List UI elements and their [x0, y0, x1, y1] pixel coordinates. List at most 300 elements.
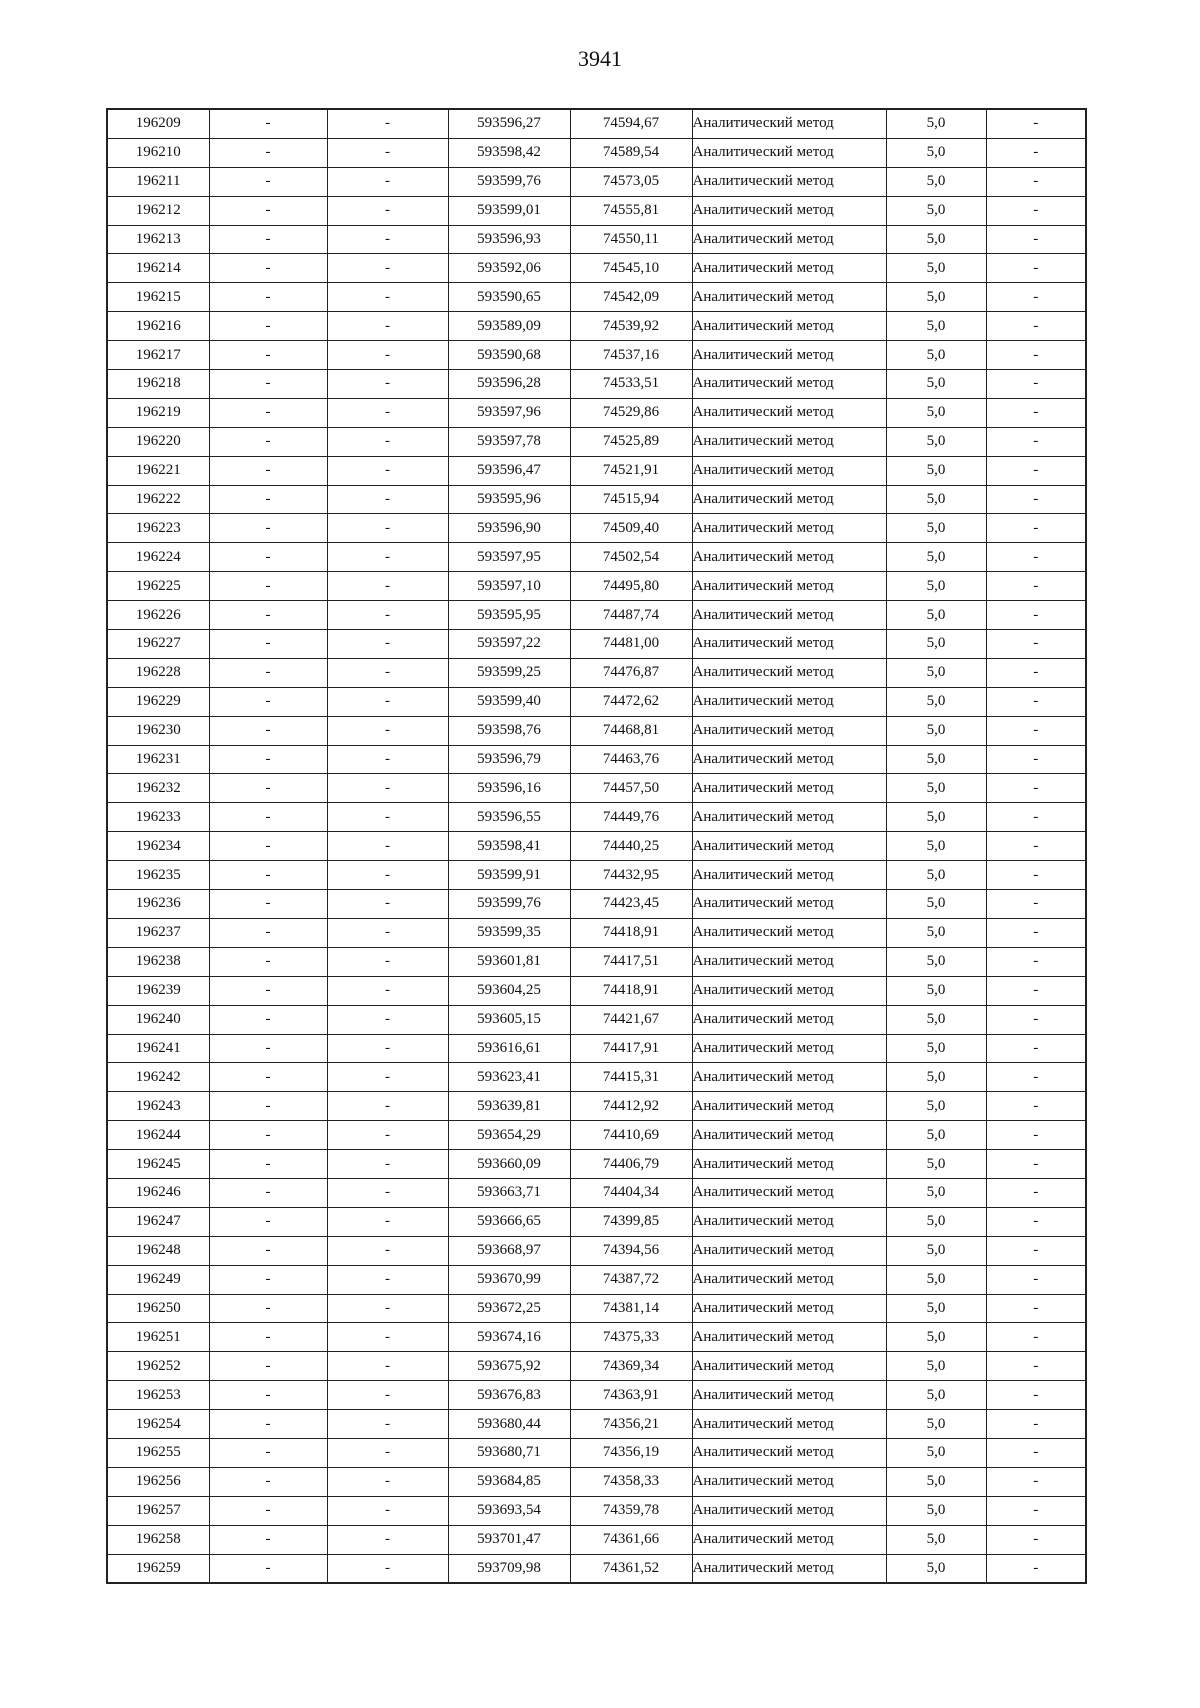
point-number-cell: 196244 [107, 1121, 209, 1150]
dash-cell: - [986, 947, 1086, 976]
point-number-cell: 196224 [107, 543, 209, 572]
y-coordinate-cell: 74361,52 [570, 1554, 692, 1583]
dash-cell: - [327, 370, 448, 399]
dash-cell: - [209, 514, 327, 543]
dash-cell: - [986, 1438, 1086, 1467]
x-coordinate-cell: 593672,25 [448, 1294, 570, 1323]
method-cell: Аналитический метод [692, 832, 886, 861]
point-number-cell: 196230 [107, 716, 209, 745]
table-row [107, 658, 1086, 687]
method-cell: Аналитический метод [692, 109, 886, 138]
table-row [107, 485, 1086, 514]
point-number-cell: 196222 [107, 485, 209, 514]
accuracy-cell: 5,0 [886, 1554, 986, 1583]
y-coordinate-cell: 74449,76 [570, 803, 692, 832]
dash-cell: - [986, 427, 1086, 456]
dash-cell: - [209, 572, 327, 601]
dash-cell: - [327, 803, 448, 832]
accuracy-cell: 5,0 [886, 398, 986, 427]
x-coordinate-cell: 593599,01 [448, 196, 570, 225]
y-coordinate-cell: 74387,72 [570, 1265, 692, 1294]
dash-cell: - [986, 1381, 1086, 1410]
y-coordinate-cell: 74406,79 [570, 1150, 692, 1179]
y-coordinate-cell: 74509,40 [570, 514, 692, 543]
dash-cell: - [209, 774, 327, 803]
table-row [107, 109, 1086, 138]
point-number-cell: 196228 [107, 658, 209, 687]
y-coordinate-cell: 74417,51 [570, 947, 692, 976]
dash-cell: - [327, 1092, 448, 1121]
dash-cell: - [986, 687, 1086, 716]
accuracy-cell: 5,0 [886, 658, 986, 687]
dash-cell: - [209, 1178, 327, 1207]
dash-cell: - [209, 1438, 327, 1467]
dash-cell: - [209, 485, 327, 514]
x-coordinate-cell: 593693,54 [448, 1496, 570, 1525]
dash-cell: - [209, 745, 327, 774]
point-number-cell: 196216 [107, 312, 209, 341]
table-row [107, 1554, 1086, 1583]
dash-cell: - [209, 1323, 327, 1352]
x-coordinate-cell: 593596,47 [448, 456, 570, 485]
point-number-cell: 196249 [107, 1265, 209, 1294]
x-coordinate-cell: 593595,95 [448, 601, 570, 630]
dash-cell: - [327, 543, 448, 572]
page-number: 3941 [578, 46, 622, 71]
point-number-cell: 196231 [107, 745, 209, 774]
table-row [107, 196, 1086, 225]
dash-cell: - [209, 341, 327, 370]
dash-cell: - [986, 1352, 1086, 1381]
dash-cell: - [327, 1265, 448, 1294]
table-row [107, 1092, 1086, 1121]
table-row [107, 312, 1086, 341]
accuracy-cell: 5,0 [886, 572, 986, 601]
dash-cell: - [327, 1352, 448, 1381]
method-cell: Аналитический метод [692, 196, 886, 225]
y-coordinate-cell: 74415,31 [570, 1063, 692, 1092]
dash-cell: - [986, 370, 1086, 399]
method-cell: Аналитический метод [692, 1323, 886, 1352]
dash-cell: - [327, 485, 448, 514]
x-coordinate-cell: 593701,47 [448, 1525, 570, 1554]
y-coordinate-cell: 74525,89 [570, 427, 692, 456]
method-cell: Аналитический метод [692, 1207, 886, 1236]
dash-cell: - [327, 167, 448, 196]
x-coordinate-cell: 593598,42 [448, 138, 570, 167]
y-coordinate-cell: 74369,34 [570, 1352, 692, 1381]
accuracy-cell: 5,0 [886, 1063, 986, 1092]
table-row [107, 947, 1086, 976]
x-coordinate-cell: 593599,91 [448, 861, 570, 890]
point-number-cell: 196227 [107, 630, 209, 659]
dash-cell: - [327, 1178, 448, 1207]
table-row [107, 254, 1086, 283]
dash-cell: - [209, 1092, 327, 1121]
dash-cell: - [327, 1323, 448, 1352]
dash-cell: - [209, 283, 327, 312]
point-number-cell: 196215 [107, 283, 209, 312]
dash-cell: - [986, 398, 1086, 427]
x-coordinate-cell: 593604,25 [448, 976, 570, 1005]
y-coordinate-cell: 74399,85 [570, 1207, 692, 1236]
dash-cell: - [327, 196, 448, 225]
accuracy-cell: 5,0 [886, 1352, 986, 1381]
dash-cell: - [986, 1410, 1086, 1439]
y-coordinate-cell: 74410,69 [570, 1121, 692, 1150]
dash-cell: - [327, 1150, 448, 1179]
point-number-cell: 196235 [107, 861, 209, 890]
dash-cell: - [986, 1496, 1086, 1525]
method-cell: Аналитический метод [692, 803, 886, 832]
x-coordinate-cell: 593590,65 [448, 283, 570, 312]
y-coordinate-cell: 74421,67 [570, 1005, 692, 1034]
table-row [107, 427, 1086, 456]
accuracy-cell: 5,0 [886, 832, 986, 861]
table-row [107, 861, 1086, 890]
point-number-cell: 196218 [107, 370, 209, 399]
dash-cell: - [327, 947, 448, 976]
point-number-cell: 196220 [107, 427, 209, 456]
dash-cell: - [327, 1294, 448, 1323]
dash-cell: - [327, 427, 448, 456]
dash-cell: - [327, 1496, 448, 1525]
table-row [107, 890, 1086, 919]
method-cell: Аналитический метод [692, 1525, 886, 1554]
point-number-cell: 196256 [107, 1467, 209, 1496]
y-coordinate-cell: 74418,91 [570, 976, 692, 1005]
accuracy-cell: 5,0 [886, 254, 986, 283]
point-number-cell: 196232 [107, 774, 209, 803]
method-cell: Аналитический метод [692, 427, 886, 456]
point-number-cell: 196254 [107, 1410, 209, 1439]
dash-cell: - [986, 803, 1086, 832]
y-coordinate-cell: 74358,33 [570, 1467, 692, 1496]
method-cell: Аналитический метод [692, 1381, 886, 1410]
method-cell: Аналитический метод [692, 716, 886, 745]
dash-cell: - [986, 167, 1086, 196]
dash-cell: - [209, 1294, 327, 1323]
dash-cell: - [209, 109, 327, 138]
accuracy-cell: 5,0 [886, 1496, 986, 1525]
x-coordinate-cell: 593599,40 [448, 687, 570, 716]
y-coordinate-cell: 74361,66 [570, 1525, 692, 1554]
method-cell: Аналитический метод [692, 138, 886, 167]
dash-cell: - [209, 1034, 327, 1063]
x-coordinate-cell: 593596,16 [448, 774, 570, 803]
dash-cell: - [986, 745, 1086, 774]
x-coordinate-cell: 593663,71 [448, 1178, 570, 1207]
dash-cell: - [986, 572, 1086, 601]
method-cell: Аналитический метод [692, 630, 886, 659]
point-number-cell: 196240 [107, 1005, 209, 1034]
method-cell: Аналитический метод [692, 1092, 886, 1121]
accuracy-cell: 5,0 [886, 1410, 986, 1439]
table-row [107, 1410, 1086, 1439]
dash-cell: - [986, 1323, 1086, 1352]
table-row [107, 1150, 1086, 1179]
dash-cell: - [327, 918, 448, 947]
x-coordinate-cell: 593598,41 [448, 832, 570, 861]
dash-cell: - [327, 1554, 448, 1583]
dash-cell: - [327, 1381, 448, 1410]
table-row [107, 1294, 1086, 1323]
method-cell: Аналитический метод [692, 341, 886, 370]
x-coordinate-cell: 593680,44 [448, 1410, 570, 1439]
table-row [107, 456, 1086, 485]
table-row [107, 398, 1086, 427]
dash-cell: - [209, 1063, 327, 1092]
accuracy-cell: 5,0 [886, 601, 986, 630]
dash-cell: - [986, 832, 1086, 861]
table-row [107, 167, 1086, 196]
accuracy-cell: 5,0 [886, 1438, 986, 1467]
y-coordinate-cell: 74476,87 [570, 658, 692, 687]
dash-cell: - [209, 225, 327, 254]
dash-cell: - [327, 312, 448, 341]
method-cell: Аналитический метод [692, 485, 886, 514]
table-row [107, 976, 1086, 1005]
table-row [107, 1207, 1086, 1236]
y-coordinate-cell: 74545,10 [570, 254, 692, 283]
accuracy-cell: 5,0 [886, 918, 986, 947]
table-row [107, 601, 1086, 630]
table-row [107, 1381, 1086, 1410]
point-number-cell: 196255 [107, 1438, 209, 1467]
y-coordinate-cell: 74589,54 [570, 138, 692, 167]
y-coordinate-cell: 74521,91 [570, 456, 692, 485]
y-coordinate-cell: 74542,09 [570, 283, 692, 312]
dash-cell: - [986, 341, 1086, 370]
x-coordinate-cell: 593599,76 [448, 890, 570, 919]
y-coordinate-cell: 74481,00 [570, 630, 692, 659]
x-coordinate-cell: 593709,98 [448, 1554, 570, 1583]
method-cell: Аналитический метод [692, 370, 886, 399]
dash-cell: - [986, 543, 1086, 572]
y-coordinate-cell: 74539,92 [570, 312, 692, 341]
dash-cell: - [209, 138, 327, 167]
point-number-cell: 196246 [107, 1178, 209, 1207]
y-coordinate-cell: 74529,86 [570, 398, 692, 427]
table-row [107, 1236, 1086, 1265]
y-coordinate-cell: 74440,25 [570, 832, 692, 861]
dash-cell: - [327, 1410, 448, 1439]
method-cell: Аналитический метод [692, 890, 886, 919]
x-coordinate-cell: 593623,41 [448, 1063, 570, 1092]
dash-cell: - [209, 312, 327, 341]
dash-cell: - [986, 283, 1086, 312]
accuracy-cell: 5,0 [886, 745, 986, 774]
point-number-cell: 196211 [107, 167, 209, 196]
coordinates-table-body [107, 109, 1086, 1583]
dash-cell: - [986, 1207, 1086, 1236]
accuracy-cell: 5,0 [886, 1207, 986, 1236]
point-number-cell: 196213 [107, 225, 209, 254]
dash-cell: - [327, 341, 448, 370]
y-coordinate-cell: 74417,91 [570, 1034, 692, 1063]
point-number-cell: 196252 [107, 1352, 209, 1381]
accuracy-cell: 5,0 [886, 1034, 986, 1063]
accuracy-cell: 5,0 [886, 774, 986, 803]
table-row [107, 1063, 1086, 1092]
dash-cell: - [209, 947, 327, 976]
dash-cell: - [209, 1554, 327, 1583]
method-cell: Аналитический метод [692, 398, 886, 427]
point-number-cell: 196251 [107, 1323, 209, 1352]
dash-cell: - [209, 687, 327, 716]
x-coordinate-cell: 593599,35 [448, 918, 570, 947]
method-cell: Аналитический метод [692, 1265, 886, 1294]
y-coordinate-cell: 74472,62 [570, 687, 692, 716]
table-row [107, 687, 1086, 716]
x-coordinate-cell: 593666,65 [448, 1207, 570, 1236]
method-cell: Аналитический метод [692, 1005, 886, 1034]
method-cell: Аналитический метод [692, 687, 886, 716]
dash-cell: - [327, 398, 448, 427]
method-cell: Аналитический метод [692, 1236, 886, 1265]
point-number-cell: 196241 [107, 1034, 209, 1063]
point-number-cell: 196221 [107, 456, 209, 485]
dash-cell: - [209, 370, 327, 399]
accuracy-cell: 5,0 [886, 456, 986, 485]
dash-cell: - [986, 1092, 1086, 1121]
x-coordinate-cell: 593596,79 [448, 745, 570, 774]
y-coordinate-cell: 74495,80 [570, 572, 692, 601]
dash-cell: - [209, 658, 327, 687]
table-row [107, 832, 1086, 861]
dash-cell: - [209, 398, 327, 427]
x-coordinate-cell: 593599,25 [448, 658, 570, 687]
x-coordinate-cell: 593596,55 [448, 803, 570, 832]
dash-cell: - [986, 1236, 1086, 1265]
dash-cell: - [327, 1063, 448, 1092]
accuracy-cell: 5,0 [886, 1323, 986, 1352]
accuracy-cell: 5,0 [886, 283, 986, 312]
table-row [107, 138, 1086, 167]
dash-cell: - [209, 1381, 327, 1410]
accuracy-cell: 5,0 [886, 427, 986, 456]
y-coordinate-cell: 74375,33 [570, 1323, 692, 1352]
y-coordinate-cell: 74533,51 [570, 370, 692, 399]
x-coordinate-cell: 593684,85 [448, 1467, 570, 1496]
dash-cell: - [986, 1294, 1086, 1323]
table-row [107, 716, 1086, 745]
method-cell: Аналитический метод [692, 312, 886, 341]
dash-cell: - [986, 1150, 1086, 1179]
table-row [107, 1178, 1086, 1207]
point-number-cell: 196239 [107, 976, 209, 1005]
y-coordinate-cell: 74412,92 [570, 1092, 692, 1121]
dash-cell: - [327, 1236, 448, 1265]
method-cell: Аналитический метод [692, 601, 886, 630]
dash-cell: - [986, 312, 1086, 341]
point-number-cell: 196236 [107, 890, 209, 919]
y-coordinate-cell: 74463,76 [570, 745, 692, 774]
accuracy-cell: 5,0 [886, 716, 986, 745]
table-row [107, 1467, 1086, 1496]
table-row [107, 803, 1086, 832]
method-cell: Аналитический метод [692, 947, 886, 976]
dash-cell: - [209, 1236, 327, 1265]
dash-cell: - [209, 1352, 327, 1381]
dash-cell: - [327, 1438, 448, 1467]
x-coordinate-cell: 593597,22 [448, 630, 570, 659]
method-cell: Аналитический метод [692, 514, 886, 543]
dash-cell: - [327, 687, 448, 716]
accuracy-cell: 5,0 [886, 543, 986, 572]
y-coordinate-cell: 74432,95 [570, 861, 692, 890]
point-number-cell: 196226 [107, 601, 209, 630]
dash-cell: - [986, 861, 1086, 890]
coordinates-table [106, 108, 1087, 1584]
x-coordinate-cell: 593596,93 [448, 225, 570, 254]
point-number-cell: 196245 [107, 1150, 209, 1179]
dash-cell: - [986, 485, 1086, 514]
accuracy-cell: 5,0 [886, 1294, 986, 1323]
x-coordinate-cell: 593590,68 [448, 341, 570, 370]
table-row [107, 543, 1086, 572]
y-coordinate-cell: 74356,19 [570, 1438, 692, 1467]
accuracy-cell: 5,0 [886, 976, 986, 1005]
x-coordinate-cell: 593597,95 [448, 543, 570, 572]
table-row [107, 1265, 1086, 1294]
x-coordinate-cell: 593670,99 [448, 1265, 570, 1294]
method-cell: Аналитический метод [692, 1410, 886, 1439]
x-coordinate-cell: 593660,09 [448, 1150, 570, 1179]
accuracy-cell: 5,0 [886, 630, 986, 659]
dash-cell: - [986, 109, 1086, 138]
point-number-cell: 196253 [107, 1381, 209, 1410]
dash-cell: - [986, 196, 1086, 225]
dash-cell: - [327, 109, 448, 138]
dash-cell: - [209, 456, 327, 485]
point-number-cell: 196258 [107, 1525, 209, 1554]
dash-cell: - [986, 1063, 1086, 1092]
y-coordinate-cell: 74550,11 [570, 225, 692, 254]
dash-cell: - [327, 861, 448, 890]
dash-cell: - [209, 254, 327, 283]
table-row [107, 341, 1086, 370]
dash-cell: - [986, 890, 1086, 919]
y-coordinate-cell: 74359,78 [570, 1496, 692, 1525]
method-cell: Аналитический метод [692, 1121, 886, 1150]
dash-cell: - [986, 1034, 1086, 1063]
accuracy-cell: 5,0 [886, 1150, 986, 1179]
dash-cell: - [209, 1410, 327, 1439]
method-cell: Аналитический метод [692, 254, 886, 283]
y-coordinate-cell: 74457,50 [570, 774, 692, 803]
dash-cell: - [327, 225, 448, 254]
y-coordinate-cell: 74515,94 [570, 485, 692, 514]
method-cell: Аналитический метод [692, 1352, 886, 1381]
dash-cell: - [986, 1121, 1086, 1150]
method-cell: Аналитический метод [692, 167, 886, 196]
accuracy-cell: 5,0 [886, 861, 986, 890]
accuracy-cell: 5,0 [886, 1236, 986, 1265]
accuracy-cell: 5,0 [886, 341, 986, 370]
dash-cell: - [986, 630, 1086, 659]
accuracy-cell: 5,0 [886, 1178, 986, 1207]
y-coordinate-cell: 74555,81 [570, 196, 692, 225]
point-number-cell: 196209 [107, 109, 209, 138]
x-coordinate-cell: 593599,76 [448, 167, 570, 196]
dash-cell: - [327, 976, 448, 1005]
accuracy-cell: 5,0 [886, 485, 986, 514]
y-coordinate-cell: 74537,16 [570, 341, 692, 370]
x-coordinate-cell: 593616,61 [448, 1034, 570, 1063]
dash-cell: - [327, 1467, 448, 1496]
dash-cell: - [209, 803, 327, 832]
